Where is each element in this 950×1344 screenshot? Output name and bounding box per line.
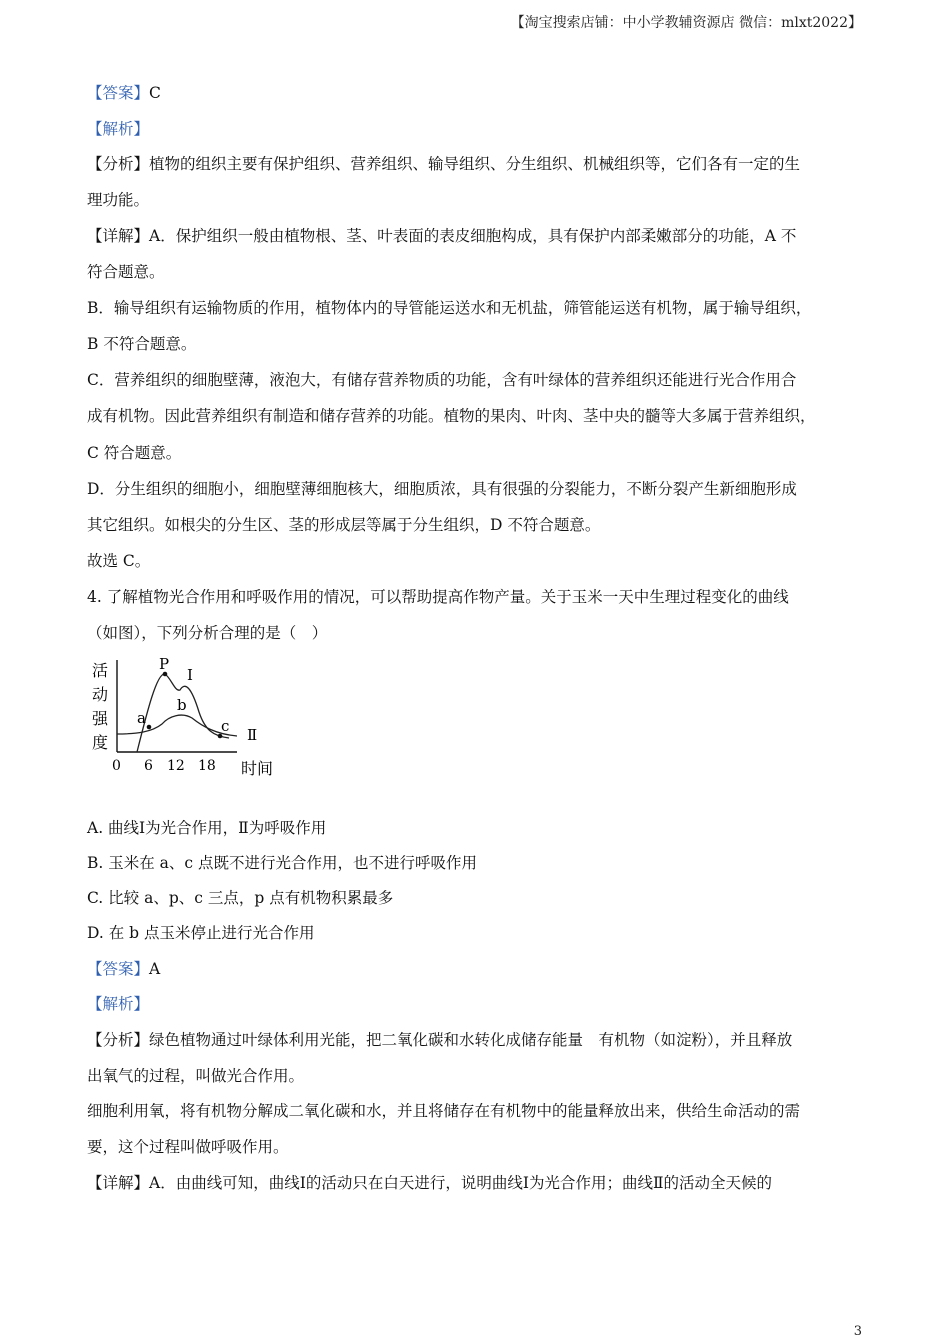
answer-tag: 【答案】 xyxy=(87,960,150,978)
y-label-char-4: 度 xyxy=(92,733,109,752)
y-label-char-3: 强 xyxy=(92,709,109,728)
x-tick-6: 6 xyxy=(144,758,153,774)
x-tick-18: 18 xyxy=(198,758,216,774)
fenxi-tag: 【分析】 xyxy=(87,1031,150,1049)
q3-option-c-line-3: C 符合题意。 xyxy=(87,444,182,462)
q3-option-d-line-1: D．分生组织的细胞小，细胞壁薄细胞核大，细胞质浓，具有很强的分裂能力，不断分裂产生新细胞形成 xyxy=(87,480,797,498)
curve-two xyxy=(117,715,237,736)
q3-xiangjie-line-1 xyxy=(87,224,796,246)
q4-fenxi-line-3: 细胞利用氧，将有机物分解成二氧化碳和水，并且将储存在有机物中的能量释放出来，供给生命活动的需 xyxy=(87,1102,801,1120)
q4-option-d: D. 在 b 点玉米停止进行光合作用 xyxy=(87,924,315,942)
y-label-char-1: 活 xyxy=(92,661,109,680)
curve-two-label: Ⅱ xyxy=(247,726,258,744)
q4-stem-line-1: 4. 了解植物光合作用和呼吸作用的情况，可以帮助提高作物产量。关于玉米一天中生理过程变化的曲线 xyxy=(87,588,789,606)
fenxi-text: 植物的组织主要有保护组织、营养组织、输导组织、分生组织、机械组织等，它们各有一定的生 xyxy=(149,155,801,173)
q3-option-d-line-2: 其它组织。如根尖的分生区、茎的形成层等属于分生组织，D 不符合题意。 xyxy=(87,516,601,534)
curve-one-label: Ⅰ xyxy=(187,666,193,684)
q3-conclusion: 故选 C。 xyxy=(87,552,151,570)
q4-fenxi-line-1 xyxy=(87,1028,792,1050)
q3-option-c-line-1: C．营养组织的细胞壁薄，液泡大，有储存营养物质的功能，含有叶绿体的营养组织还能进行光合作用合 xyxy=(87,371,797,389)
q3-option-b-line-2: B 不符合题意。 xyxy=(87,335,197,353)
fenxi-tag: 【分析】 xyxy=(87,155,150,173)
y-label-char-2: 动 xyxy=(92,685,109,704)
analysis-tag: 【解析】 xyxy=(87,995,150,1013)
x-tick-12: 12 xyxy=(167,758,185,774)
q3-option-b-line-1: B．输导组织有运输物质的作用，植物体内的导管能运送水和无机盐，筛管能运送有机物，属于输导组织， xyxy=(87,299,812,317)
page-header: 【淘宝搜索店铺：中小学教辅资源店 微信：mlxt2022】 xyxy=(510,15,862,31)
answer-tag: 【答案】 xyxy=(87,84,150,102)
answer-value: A xyxy=(149,960,161,978)
q4-answer-line xyxy=(87,957,160,979)
q3-fenxi-line-2: 理功能。 xyxy=(87,191,150,209)
label-b: b xyxy=(177,696,187,714)
q4-stem-line-2: （如图），下列分析合理的是（ ） xyxy=(87,624,328,642)
q3-xiangjie-line-2: 符合题意。 xyxy=(87,263,165,281)
q4-option-a: A. 曲线Ⅰ为光合作用，Ⅱ为呼吸作用 xyxy=(87,819,327,837)
q4-fenxi-line-2: 出氧气的过程，叫做光合作用。 xyxy=(87,1067,305,1085)
q4-fenxi-line-4: 要，这个过程叫做呼吸作用。 xyxy=(87,1138,289,1156)
xiangjie-text: A．保护组织一般由植物根、茎、叶表面的表皮细胞构成，具有保护内部柔嫩部分的功能，A 不 xyxy=(149,227,797,245)
q3-answer-line xyxy=(87,81,161,103)
activity-curve-figure xyxy=(87,652,287,782)
xiangjie-tag: 【详解】 xyxy=(87,1174,150,1192)
x-tick-0: 0 xyxy=(112,758,121,774)
q4-option-b: B. 玉米在 a、c 点既不进行光合作用，也不进行呼吸作用 xyxy=(87,854,478,872)
answer-value: C xyxy=(149,84,161,102)
q3-fenxi-line-1 xyxy=(87,152,800,174)
q3-option-c-line-2: 成有机物。因此营养组织有制造和储存营养的功能。植物的果肉、叶肉、茎中央的髓等大多属于营养组织， xyxy=(87,407,816,425)
analysis-tag: 【解析】 xyxy=(87,120,150,138)
x-label: 时间 xyxy=(241,759,274,778)
label-c: c xyxy=(221,717,230,735)
q4-xiangjie-line-1 xyxy=(87,1171,772,1193)
label-p: P xyxy=(159,655,170,673)
fenxi-text: 绿色植物通过叶绿体利用光能，把二氧化碳和水转化成储存能量 有机物（如淀粉），并且释放 xyxy=(149,1031,793,1049)
xiangjie-text: A．由曲线可知，曲线Ⅰ的活动只在白天进行，说明曲线Ⅰ为光合作用；曲线Ⅱ的活动全天候的 xyxy=(149,1174,772,1192)
label-a: a xyxy=(137,709,146,727)
point-a xyxy=(147,725,152,730)
q4-option-c: C. 比较 a、p、c 三点，p 点有机物积累最多 xyxy=(87,889,394,907)
xiangjie-tag: 【详解】 xyxy=(87,227,150,245)
page-number: 3 xyxy=(853,1324,862,1339)
